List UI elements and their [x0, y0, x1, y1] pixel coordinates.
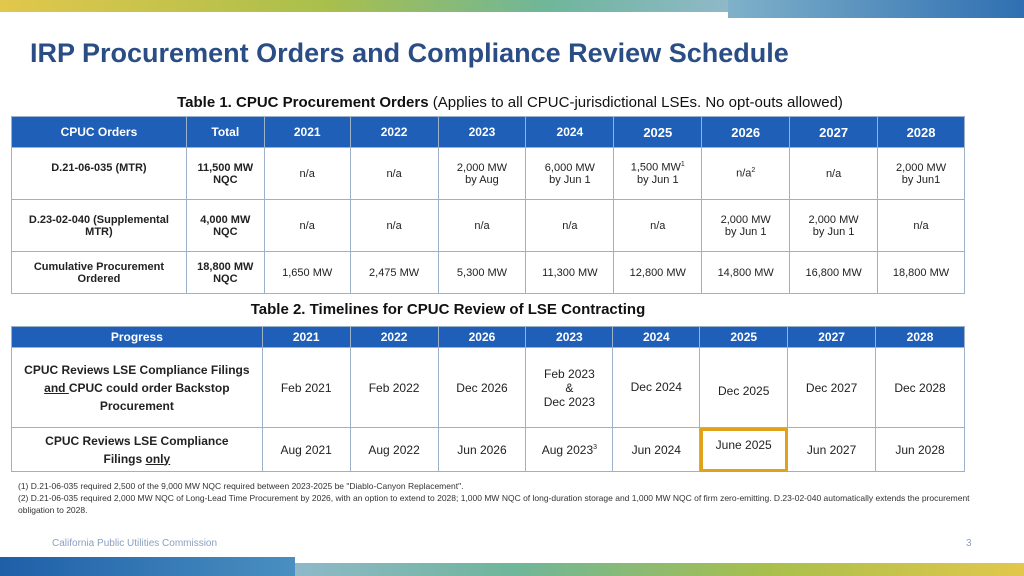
table-row	[12, 200, 965, 252]
table-row	[12, 428, 965, 472]
table-cell	[790, 200, 878, 252]
cell-value: 6,000 MW	[544, 161, 595, 174]
table-cell: 5,300 MW	[438, 252, 526, 294]
row-label-line: Filings	[103, 451, 146, 466]
table2-header: 2027	[788, 327, 876, 348]
cell-subvalue: by Jun 1	[549, 173, 591, 186]
table2-header: 2021	[262, 327, 350, 348]
row-label-line: MTR)	[85, 225, 113, 238]
table-cell	[350, 148, 438, 200]
top-bar-accent	[728, 0, 1024, 18]
cell-value: 2,000 MW	[895, 161, 947, 174]
cell-subvalue: by Jun1	[901, 173, 941, 186]
table-cell: 12,800 MW	[614, 252, 702, 294]
procurement-orders-table	[11, 116, 965, 294]
table-cell: Aug 2021	[262, 428, 350, 472]
top-decorative-bar	[0, 0, 1024, 12]
table-cell	[264, 148, 350, 200]
table-cell: Jun 2028	[876, 428, 965, 472]
total-unit: NQC	[213, 272, 238, 285]
top-bar-gradient	[0, 0, 728, 12]
cell-value: &	[565, 380, 574, 395]
cell-value: n/a	[825, 167, 842, 180]
table-cell: Jun 2026	[438, 428, 526, 472]
row-label-line: CPUC Reviews LSE Compliance Filings	[24, 362, 250, 377]
table-cell: Jun 2027	[788, 428, 876, 472]
total-unit: NQC	[213, 173, 238, 186]
bottom-decorative-bar	[0, 557, 1024, 576]
table-cell: n/a	[438, 200, 526, 252]
table-row	[12, 348, 965, 428]
cell-value: n/a	[299, 167, 315, 180]
table-cell	[438, 148, 526, 200]
table-cell	[526, 428, 613, 472]
table-cell	[614, 148, 702, 200]
row-label-line: D.23-02-040 (Supplemental	[28, 213, 169, 226]
table-cell: n/a	[878, 200, 965, 252]
table2-header: 2028	[876, 327, 965, 348]
row-label	[12, 200, 187, 252]
cell-value: Feb 2023	[544, 366, 595, 381]
table-cell	[878, 148, 965, 200]
table-cell	[702, 200, 790, 252]
total-value: 11,500 MW	[197, 161, 254, 174]
table-cell: n/a	[350, 200, 438, 252]
cell-subvalue: by Jun 1	[812, 225, 855, 238]
cell-value: Aug 2023	[541, 442, 594, 457]
row-label	[12, 252, 187, 294]
table-cell: Aug 2022	[350, 428, 438, 472]
footnotes	[18, 480, 1008, 516]
table2-header: 2023	[526, 327, 613, 348]
footer-org: California Public Utilities Commission	[52, 538, 218, 549]
total-unit: NQC	[213, 225, 238, 238]
table2-header: 2022	[350, 327, 438, 348]
table-cell: 11,300 MW	[526, 252, 614, 294]
footnote-ref: 1	[680, 161, 685, 169]
table1-caption-bold: Table 1. CPUC Procurement Orders	[177, 94, 429, 111]
table-cell: Dec 2026	[438, 348, 526, 428]
footnote-ref: 3	[593, 443, 598, 451]
row-label-line: Cumulative Procurement	[33, 260, 165, 273]
highlighted-cell: June 2025	[700, 428, 788, 472]
row-label-line: Procurement	[99, 398, 174, 413]
row-label-underlined: only	[145, 451, 171, 466]
total-cell	[186, 252, 264, 294]
bottom-bar-accent	[0, 557, 295, 576]
table-cell: n/a	[264, 200, 350, 252]
table1-header: 2028	[878, 117, 965, 148]
table1-caption	[0, 94, 1022, 111]
table-cell: Dec 2027	[788, 348, 876, 428]
cell-value: 2,000 MW	[808, 213, 859, 226]
bottom-bar-gradient	[295, 563, 1024, 576]
table-cell: n/a	[614, 200, 702, 252]
row-label-line: CPUC could order Backstop	[68, 380, 230, 395]
row-label: D.21-06-035 (MTR)	[12, 148, 187, 200]
total-value: 18,800 MW	[197, 260, 254, 273]
review-timeline-table	[11, 326, 965, 472]
table-cell	[702, 148, 790, 200]
table-cell: 1,650 MW	[264, 252, 350, 294]
table-cell: 2,475 MW	[350, 252, 438, 294]
footnote-ref: 2	[751, 167, 756, 175]
cell-value: 2,000 MW	[720, 213, 771, 226]
table2-header: Progress	[12, 327, 263, 348]
table2-header-row	[12, 327, 965, 348]
table-cell: Feb 2022	[350, 348, 438, 428]
table2-header: 2026	[438, 327, 526, 348]
total-cell	[186, 148, 264, 200]
row-label-line: CPUC Reviews LSE Compliance	[45, 433, 229, 448]
table-cell	[790, 148, 878, 200]
total-cell	[186, 200, 264, 252]
table-cell: Dec 2024	[613, 348, 700, 428]
top-bar-gap	[0, 12, 728, 18]
cell-value: n/a	[386, 167, 402, 180]
cell-value: n/a	[736, 167, 752, 180]
cell-subvalue: by Jun 1	[724, 225, 767, 238]
table-cell: Dec 2028	[876, 348, 965, 428]
table-cell: Dec 2025	[700, 348, 788, 428]
footnote: (1) D.21-06-035 required 2,500 of the 9,000 MW NQC required between 2023-2025 be "Diablo-Canyon Replacement".	[18, 481, 464, 491]
table-cell	[526, 348, 613, 428]
total-value: 4,000 MW	[200, 213, 251, 226]
page-number: 3	[966, 538, 972, 549]
table-cell: Jun 2024	[613, 428, 700, 472]
table-cell: 18,800 MW	[878, 252, 965, 294]
cell-value: 2,000 MW	[456, 161, 508, 174]
table1-header: 2023	[438, 117, 526, 148]
table1-header: CPUC Orders	[12, 117, 187, 148]
footnote: (2) D.21-06-035 required 2,000 MW NQC of Long-Lead Time Procurement by 2026, with an option to extend to 2028; 1,000 MW NQC of long-duration storage and 1,000 MW NQC of firm zero-emitting. D.23-02-040 automatically extends the procurement obligation to 2028.	[18, 493, 970, 515]
row-label-line: Ordered	[77, 272, 121, 285]
table1-header: 2027	[790, 117, 878, 148]
table-row	[12, 252, 965, 294]
row-label	[12, 348, 263, 428]
table1-header: 2026	[702, 117, 790, 148]
table2-caption: Table 2. Timelines for CPUC Review of LSE Contracting	[250, 301, 646, 318]
cell-subvalue: by Jun 1	[636, 173, 679, 186]
row-label-underlined: and	[44, 380, 69, 395]
table1-header: 2022	[350, 117, 438, 148]
table-row	[12, 148, 965, 200]
table2-header: 2025	[700, 327, 788, 348]
table1-header: 2025	[614, 117, 702, 148]
table-cell: Feb 2021	[262, 348, 350, 428]
table-cell: 16,800 MW	[790, 252, 878, 294]
table1-header-row	[12, 117, 965, 148]
table2-header: 2024	[613, 327, 700, 348]
cell-value: 1,500 MW	[630, 161, 681, 174]
cell-value: Dec 2023	[543, 394, 596, 409]
row-label	[12, 428, 263, 472]
slide-title: IRP Procurement Orders and Compliance Review Schedule	[30, 38, 789, 68]
table-cell	[526, 148, 614, 200]
table1-header: 2021	[264, 117, 350, 148]
table1-header: 2024	[526, 117, 614, 148]
table1-caption-rest: (Applies to all CPUC-jurisdictional LSEs. No opt-outs allowed)	[428, 94, 843, 111]
table1-header: Total	[186, 117, 264, 148]
cell-subvalue: by Aug	[465, 173, 499, 186]
table-cell: 14,800 MW	[702, 252, 790, 294]
table-cell: n/a	[526, 200, 614, 252]
